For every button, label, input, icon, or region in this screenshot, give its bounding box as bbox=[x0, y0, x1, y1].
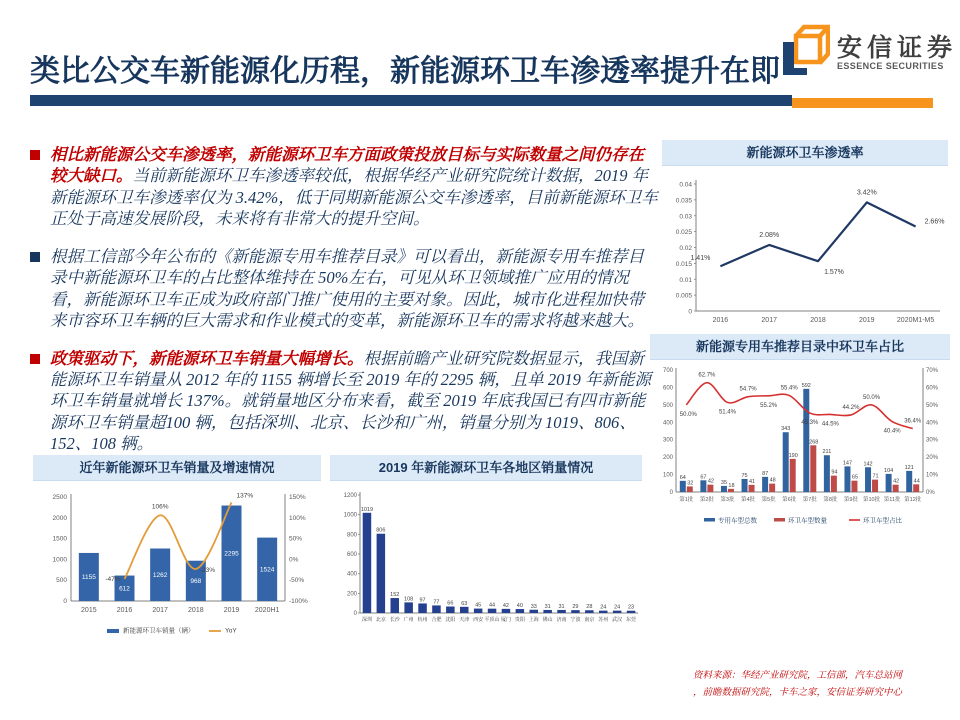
svg-text:2500: 2500 bbox=[52, 494, 67, 501]
svg-text:宁波: 宁波 bbox=[570, 617, 581, 623]
svg-text:武汉: 武汉 bbox=[612, 617, 623, 623]
svg-text:51.4%: 51.4% bbox=[718, 409, 736, 416]
svg-text:50%: 50% bbox=[926, 402, 939, 409]
svg-text:41: 41 bbox=[748, 478, 756, 485]
svg-text:100%: 100% bbox=[289, 514, 306, 522]
svg-text:2000: 2000 bbox=[52, 514, 67, 522]
svg-text:67: 67 bbox=[700, 474, 707, 481]
svg-text:211: 211 bbox=[822, 449, 832, 456]
svg-text:612: 612 bbox=[119, 585, 130, 593]
svg-text:天津: 天津 bbox=[459, 617, 470, 623]
svg-text:45: 45 bbox=[475, 602, 482, 609]
svg-text:32: 32 bbox=[687, 480, 694, 487]
svg-text:第2批: 第2批 bbox=[699, 497, 714, 503]
svg-text:100: 100 bbox=[662, 472, 673, 479]
svg-text:700: 700 bbox=[662, 368, 673, 374]
svg-text:环卫车型占比: 环卫车型占比 bbox=[863, 517, 902, 525]
svg-text:42: 42 bbox=[707, 478, 714, 485]
svg-text:环卫车型数量: 环卫车型数量 bbox=[788, 517, 827, 525]
svg-text:0: 0 bbox=[353, 611, 357, 617]
essence-securities-logo bbox=[776, 22, 957, 84]
svg-text:南京: 南京 bbox=[584, 617, 595, 623]
svg-text:45.3%: 45.3% bbox=[801, 420, 819, 427]
svg-text:36.4%: 36.4% bbox=[904, 418, 922, 425]
svg-text:142: 142 bbox=[863, 461, 873, 468]
catalog-chart-panel bbox=[650, 334, 950, 528]
svg-text:190: 190 bbox=[788, 452, 798, 459]
svg-text:苏州: 苏州 bbox=[598, 617, 609, 623]
svg-text:24: 24 bbox=[614, 604, 621, 611]
svg-text:0.015: 0.015 bbox=[675, 260, 692, 268]
svg-text:40%: 40% bbox=[926, 420, 939, 427]
svg-text:广州: 广州 bbox=[403, 617, 414, 623]
svg-text:300: 300 bbox=[662, 437, 673, 444]
svg-text:0%: 0% bbox=[926, 490, 935, 496]
svg-text:-47%: -47% bbox=[105, 575, 121, 583]
svg-text:长沙: 长沙 bbox=[389, 617, 400, 623]
svg-text:2016: 2016 bbox=[712, 317, 729, 324]
svg-text:28: 28 bbox=[586, 604, 593, 611]
svg-text:50.0%: 50.0% bbox=[863, 394, 881, 401]
svg-text:1200: 1200 bbox=[343, 493, 357, 499]
svg-text:1000: 1000 bbox=[52, 556, 67, 564]
bullet-lead-1: 相比新能源公交车渗透率，新能源环卫车方面政策投放目标与实际数量之间仍存在较大缺口。 bbox=[50, 145, 644, 186]
svg-text:94: 94 bbox=[831, 469, 838, 476]
svg-text:2017: 2017 bbox=[152, 607, 168, 614]
source-note-line2: ，前瞻数据研究院，卡车之家，安信证券研究中心 bbox=[692, 687, 902, 698]
svg-text:40.4%: 40.4% bbox=[883, 428, 901, 435]
svg-text:1500: 1500 bbox=[52, 535, 67, 543]
svg-text:60%: 60% bbox=[926, 385, 939, 392]
svg-text:2.66%: 2.66% bbox=[924, 218, 945, 226]
svg-text:600: 600 bbox=[346, 552, 357, 558]
svg-text:104: 104 bbox=[884, 467, 894, 474]
svg-text:1000: 1000 bbox=[343, 512, 357, 519]
svg-text:0.04: 0.04 bbox=[679, 181, 692, 189]
bullet-text-3 bbox=[50, 348, 658, 455]
svg-text:0%: 0% bbox=[289, 556, 299, 564]
svg-text:3.42%: 3.42% bbox=[856, 189, 877, 197]
svg-text:64: 64 bbox=[679, 474, 686, 481]
svg-text:33: 33 bbox=[530, 603, 537, 610]
penetration-line-chart bbox=[662, 166, 948, 331]
bullet-body-2: 根据工信部今年公布的《新能源专用车推荐目录》可以看出，新能源专用车推荐目录中新能源环卫车的占比整体维持在 50%左右，可见从环卫领域推广应用的情况看，新能源环卫车正成为政府部门推广使用的主要对象。因此，城市化进程加快带来市容环卫车辆的巨大需求和作业模式的变革，新能源环卫车的需求将越来越大。 bbox=[50, 246, 644, 331]
svg-text:1.41%: 1.41% bbox=[690, 255, 711, 263]
bullet-body-1: 当前新能源环卫车渗透率较低，根据华经产业研究院统计数据，2019 年新能源环卫车渗透率仅为 3.42%，低于同期新能源公交车渗透率，目前新能源环卫车正处于高速发展阶段，未来将有非常大的提升空间。 bbox=[50, 166, 658, 229]
bullet-lead-3: 政策驱动下，新能源环卫车销量大幅增长。 bbox=[50, 348, 364, 368]
svg-text:20%: 20% bbox=[926, 455, 939, 462]
svg-text:1019: 1019 bbox=[360, 506, 374, 513]
svg-text:1.57%: 1.57% bbox=[824, 269, 844, 277]
svg-text:77: 77 bbox=[433, 599, 440, 606]
regions-chart-panel bbox=[330, 455, 642, 626]
svg-text:厦门: 厦门 bbox=[500, 617, 511, 623]
svg-text:121: 121 bbox=[904, 464, 914, 471]
bullet-body-3: 根据前瞻产业研究院数据显示，我国新能源环卫车销量从 2012 年的 1155 辆增长至 2019 年的 2295 辆，且单 2019 年新能源环卫车销量就增长 137%。就销量地区分布来看，截至 2019 年底我国已有四市新能源环卫车销量超100 辆，包括深圳、北京、长沙和广州，销量分别为 1019、806、152、108 辆。 bbox=[50, 348, 652, 454]
svg-text:1262: 1262 bbox=[152, 571, 168, 579]
svg-text:第7批: 第7批 bbox=[802, 497, 817, 503]
svg-text:1155: 1155 bbox=[81, 573, 96, 581]
logo-text-cn: 安信证券 bbox=[837, 33, 958, 62]
svg-text:0: 0 bbox=[63, 598, 67, 605]
regions-chart-title: 2019 年新能源环卫车各地区销量情况 bbox=[330, 455, 642, 481]
svg-text:55.2%: 55.2% bbox=[760, 402, 778, 409]
svg-text:968: 968 bbox=[190, 577, 202, 585]
bullet-list bbox=[30, 144, 658, 471]
svg-text:贵阳: 贵阳 bbox=[514, 617, 525, 623]
svg-text:2018: 2018 bbox=[188, 607, 204, 614]
svg-text:50%: 50% bbox=[289, 535, 303, 543]
catalog-combo-chart bbox=[650, 360, 950, 528]
svg-text:44: 44 bbox=[913, 478, 920, 485]
sales-combo-chart bbox=[33, 481, 321, 641]
svg-text:152: 152 bbox=[390, 592, 400, 599]
svg-text:-23%: -23% bbox=[199, 566, 216, 574]
svg-text:深圳: 深圳 bbox=[361, 617, 372, 623]
bullet-square-icon bbox=[30, 354, 40, 364]
source-note bbox=[645, 668, 950, 701]
svg-text:23: 23 bbox=[627, 604, 635, 611]
penetration-chart-title: 新能源环卫车渗透率 bbox=[662, 140, 948, 166]
svg-text:-50%: -50% bbox=[289, 577, 305, 585]
bullet-item-3 bbox=[30, 348, 658, 455]
svg-text:24: 24 bbox=[600, 604, 607, 611]
svg-text:108: 108 bbox=[404, 596, 414, 603]
svg-text:137%: 137% bbox=[236, 492, 254, 500]
svg-text:2295: 2295 bbox=[224, 550, 239, 558]
svg-text:0: 0 bbox=[669, 490, 673, 496]
svg-text:500: 500 bbox=[662, 402, 673, 409]
svg-text:第1批: 第1批 bbox=[679, 497, 694, 503]
svg-text:东莞: 东莞 bbox=[626, 617, 637, 623]
svg-text:专用车型总数: 专用车型总数 bbox=[718, 517, 757, 525]
svg-text:54.7%: 54.7% bbox=[739, 386, 757, 393]
title-underline-navy bbox=[30, 95, 792, 106]
svg-text:268: 268 bbox=[809, 439, 819, 446]
catalog-chart-title: 新能源专用车推荐目录中环卫车占比 bbox=[650, 334, 950, 360]
regions-bar-chart bbox=[330, 481, 642, 626]
svg-text:-100%: -100% bbox=[289, 598, 308, 605]
svg-text:0.01: 0.01 bbox=[679, 276, 692, 284]
svg-text:2017: 2017 bbox=[761, 317, 777, 324]
svg-text:第3批: 第3批 bbox=[720, 497, 735, 503]
logo-text-en: ESSENCE SECURITIES bbox=[837, 61, 944, 72]
svg-text:35: 35 bbox=[720, 479, 728, 486]
svg-text:合肥: 合肥 bbox=[431, 617, 442, 623]
svg-text:42: 42 bbox=[502, 602, 510, 609]
title-underline-orange bbox=[792, 98, 933, 108]
svg-text:87: 87 bbox=[762, 470, 769, 477]
svg-text:0.035: 0.035 bbox=[675, 197, 692, 205]
svg-text:31: 31 bbox=[558, 603, 565, 610]
svg-text:62.7%: 62.7% bbox=[698, 372, 716, 379]
svg-text:806: 806 bbox=[376, 527, 386, 534]
svg-text:0.02: 0.02 bbox=[679, 245, 692, 252]
svg-text:2019: 2019 bbox=[859, 317, 875, 324]
bullet-item-1 bbox=[30, 144, 658, 230]
svg-text:2016: 2016 bbox=[116, 607, 133, 614]
svg-text:65: 65 bbox=[851, 474, 859, 481]
svg-text:18: 18 bbox=[728, 482, 735, 489]
svg-text:42: 42 bbox=[893, 478, 900, 485]
svg-text:上海: 上海 bbox=[528, 617, 539, 623]
svg-text:150%: 150% bbox=[289, 494, 306, 501]
svg-text:平顶山: 平顶山 bbox=[484, 617, 500, 623]
svg-text:YoY: YoY bbox=[225, 627, 237, 635]
svg-text:杭州: 杭州 bbox=[417, 617, 428, 623]
svg-text:第8批: 第8批 bbox=[823, 497, 838, 503]
penetration-chart-panel bbox=[662, 140, 948, 331]
svg-text:2020H1: 2020H1 bbox=[254, 607, 280, 614]
svg-text:新能源环卫车销量（辆）: 新能源环卫车销量（辆） bbox=[123, 627, 195, 635]
svg-text:第5批: 第5批 bbox=[761, 497, 776, 503]
svg-text:200: 200 bbox=[662, 455, 673, 462]
svg-text:70%: 70% bbox=[926, 368, 939, 374]
svg-text:第9批: 第9批 bbox=[843, 497, 858, 503]
svg-text:10%: 10% bbox=[926, 472, 939, 479]
bullet-square-icon bbox=[30, 252, 40, 262]
logo-cube-icon bbox=[776, 22, 830, 84]
source-note-line1: 资料来源：华经产业研究院，工信部，汽车总站网 bbox=[692, 671, 902, 681]
svg-text:1524: 1524 bbox=[259, 566, 275, 574]
svg-text:0: 0 bbox=[688, 308, 692, 316]
svg-text:30%: 30% bbox=[926, 437, 939, 444]
svg-text:2.08%: 2.08% bbox=[759, 231, 780, 239]
svg-text:400: 400 bbox=[662, 420, 673, 427]
svg-text:第11批: 第11批 bbox=[883, 497, 901, 503]
svg-text:0.025: 0.025 bbox=[675, 229, 692, 237]
svg-text:40: 40 bbox=[516, 603, 523, 610]
bullet-text-2 bbox=[50, 246, 658, 332]
svg-text:800: 800 bbox=[346, 532, 357, 539]
svg-text:55.4%: 55.4% bbox=[780, 385, 798, 392]
sales-chart-panel bbox=[33, 455, 321, 641]
svg-text:44.5%: 44.5% bbox=[821, 421, 839, 428]
svg-text:第6批: 第6批 bbox=[782, 497, 797, 503]
svg-text:2020M1-M5: 2020M1-M5 bbox=[896, 317, 935, 324]
svg-text:400: 400 bbox=[346, 571, 357, 578]
svg-text:0.005: 0.005 bbox=[675, 292, 692, 300]
svg-text:第10批: 第10批 bbox=[862, 497, 881, 503]
svg-text:71: 71 bbox=[872, 473, 879, 480]
svg-text:0.03: 0.03 bbox=[679, 213, 692, 221]
bullet-square-icon bbox=[30, 150, 40, 160]
svg-text:50.0%: 50.0% bbox=[679, 411, 697, 418]
bullet-item-2 bbox=[30, 246, 658, 332]
svg-text:147: 147 bbox=[842, 460, 853, 467]
svg-text:29: 29 bbox=[572, 604, 579, 611]
svg-text:106%: 106% bbox=[151, 503, 169, 511]
sales-chart-title: 近年新能源环卫车销量及增速情况 bbox=[33, 455, 321, 481]
svg-text:97: 97 bbox=[419, 597, 426, 604]
page-title: 类比公交车新能源化历程，新能源环卫车渗透率提升在即 bbox=[30, 55, 780, 88]
svg-text:佛山: 佛山 bbox=[542, 617, 553, 623]
svg-text:592: 592 bbox=[801, 382, 811, 389]
svg-text:75: 75 bbox=[741, 472, 748, 479]
svg-text:2015: 2015 bbox=[81, 607, 97, 614]
svg-text:2018: 2018 bbox=[810, 317, 826, 324]
svg-text:31: 31 bbox=[544, 603, 551, 610]
svg-text:48: 48 bbox=[769, 477, 776, 484]
svg-text:44: 44 bbox=[488, 602, 496, 609]
bullet-text-1 bbox=[50, 144, 658, 230]
svg-text:沈阳: 沈阳 bbox=[445, 617, 456, 623]
svg-text:66: 66 bbox=[447, 600, 454, 607]
svg-text:济南: 济南 bbox=[556, 617, 567, 623]
svg-text:600: 600 bbox=[662, 385, 673, 392]
svg-text:第12批: 第12批 bbox=[904, 497, 922, 503]
svg-text:第4批: 第4批 bbox=[741, 497, 756, 503]
svg-text:西安: 西安 bbox=[473, 617, 484, 623]
svg-text:343: 343 bbox=[781, 426, 791, 433]
svg-text:500: 500 bbox=[56, 577, 67, 585]
svg-text:2019: 2019 bbox=[223, 607, 240, 614]
svg-text:63: 63 bbox=[461, 600, 468, 607]
svg-text:北京: 北京 bbox=[375, 617, 386, 623]
svg-text:44.2%: 44.2% bbox=[842, 404, 860, 411]
svg-text:200: 200 bbox=[346, 591, 357, 598]
